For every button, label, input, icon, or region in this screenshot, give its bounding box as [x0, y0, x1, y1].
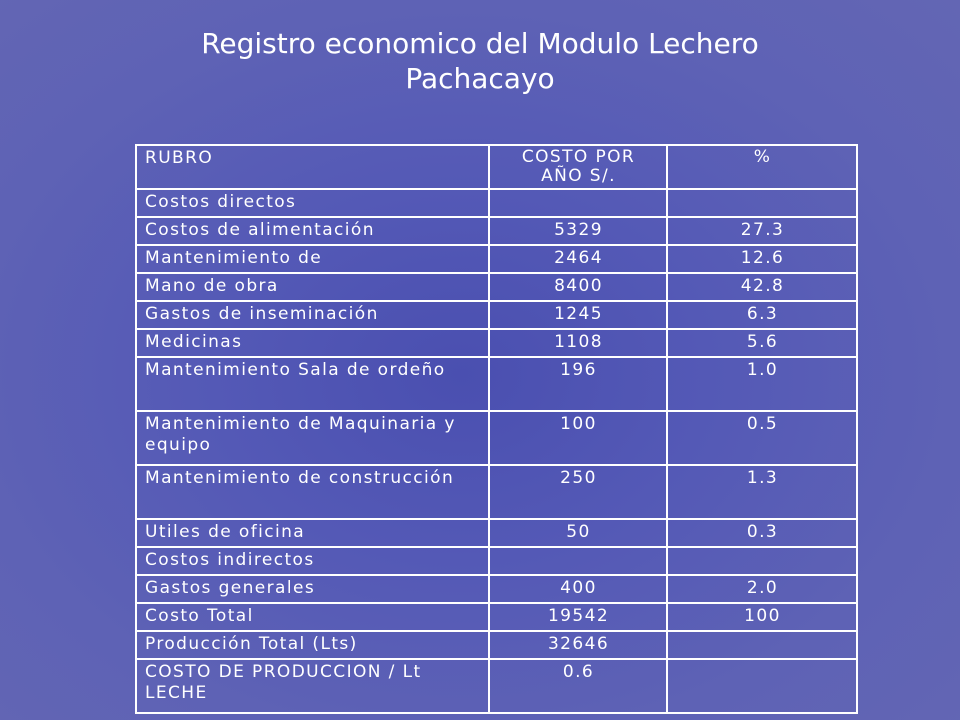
cell-costo: 0.6 [489, 659, 667, 713]
cell-rubro: Producción Total (Lts) [136, 631, 489, 659]
cell-costo: 250 [489, 465, 667, 519]
cell-costo: 5329 [489, 217, 667, 245]
table-row [136, 631, 857, 659]
header-costo: COSTO POR AÑO S/. [489, 145, 667, 189]
cell-percent: 0.5 [667, 411, 857, 465]
table-header-row [136, 145, 857, 189]
cell-rubro: Medicinas [136, 329, 489, 357]
cell-rubro: Mantenimiento Sala de ordeño [136, 357, 489, 411]
page-title [0, 26, 960, 96]
table-row [136, 217, 857, 245]
cell-percent [667, 659, 857, 713]
cell-costo: 8400 [489, 273, 667, 301]
table-row [136, 575, 857, 603]
cell-rubro: Utiles de oficina [136, 519, 489, 547]
cell-rubro: Mantenimiento de Maquinaria y equipo [136, 411, 489, 465]
cell-rubro: Costos indirectos [136, 547, 489, 575]
cost-table-container [135, 144, 856, 714]
title-line-1: Registro economico del Modulo Lechero [201, 27, 759, 60]
cell-rubro: Mantenimiento de construcción [136, 465, 489, 519]
table-row [136, 465, 857, 519]
table-row [136, 357, 857, 411]
cell-rubro: Mano de obra [136, 273, 489, 301]
cell-costo: 1245 [489, 301, 667, 329]
table-row [136, 547, 857, 575]
table-row [136, 519, 857, 547]
table-row [136, 329, 857, 357]
cell-costo: 32646 [489, 631, 667, 659]
cell-costo: 2464 [489, 245, 667, 273]
title-line-2: Pachacayo [405, 62, 555, 95]
cell-rubro: Costos directos [136, 189, 489, 217]
cell-percent [667, 631, 857, 659]
header-rubro: RUBRO [136, 145, 489, 189]
cell-percent: 100 [667, 603, 857, 631]
cell-percent: 12.6 [667, 245, 857, 273]
cell-costo [489, 189, 667, 217]
cell-costo: 196 [489, 357, 667, 411]
cell-costo: 1108 [489, 329, 667, 357]
cell-percent: 2.0 [667, 575, 857, 603]
cell-rubro: COSTO DE PRODUCCION / Lt LECHE [136, 659, 489, 713]
cell-costo: 100 [489, 411, 667, 465]
cell-costo: 19542 [489, 603, 667, 631]
cell-percent: 5.6 [667, 329, 857, 357]
cell-rubro: Gastos de inseminación [136, 301, 489, 329]
cell-rubro: Costos de alimentación [136, 217, 489, 245]
table-row [136, 659, 857, 713]
table-row [136, 411, 857, 465]
cell-rubro: Gastos generales [136, 575, 489, 603]
cell-percent [667, 547, 857, 575]
cell-costo: 50 [489, 519, 667, 547]
cell-percent: 6.3 [667, 301, 857, 329]
cell-percent [667, 189, 857, 217]
table-row [136, 603, 857, 631]
cell-rubro: Mantenimiento de [136, 245, 489, 273]
cell-costo: 400 [489, 575, 667, 603]
cell-percent: 42.8 [667, 273, 857, 301]
table-row [136, 301, 857, 329]
header-percent: % [667, 145, 857, 189]
table-row [136, 245, 857, 273]
cell-costo [489, 547, 667, 575]
cell-rubro: Costo Total [136, 603, 489, 631]
table-row [136, 189, 857, 217]
cost-table [135, 144, 858, 714]
table-row [136, 273, 857, 301]
cell-percent: 0.3 [667, 519, 857, 547]
cell-percent: 27.3 [667, 217, 857, 245]
cell-percent: 1.3 [667, 465, 857, 519]
cell-percent: 1.0 [667, 357, 857, 411]
